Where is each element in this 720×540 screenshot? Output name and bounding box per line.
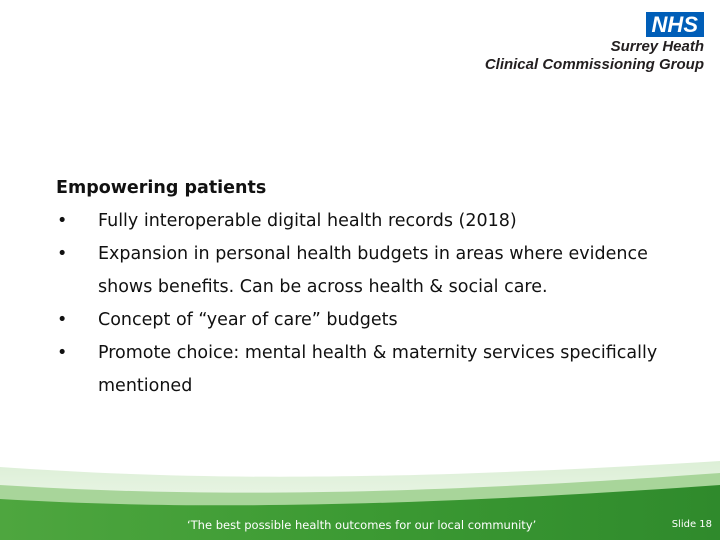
bullet-text: Promote choice: mental health & maternity services specifically mentioned	[98, 343, 658, 396]
slide-body	[56, 172, 706, 403]
bullet-text: Concept of “year of care” budgets	[98, 310, 398, 330]
bullet-text: Fully interoperable digital health records (2018)	[98, 211, 517, 231]
bullet-marker: •	[57, 244, 68, 264]
bullet-item	[56, 238, 706, 304]
bullet-marker: •	[57, 310, 68, 330]
bullet-marker: •	[57, 211, 68, 231]
slide-number: Slide 18	[671, 519, 712, 530]
nhs-logo-mark: NHS	[646, 12, 704, 37]
nhs-logo	[485, 12, 704, 74]
bullet-item	[56, 205, 706, 238]
org-name-line2: Clinical Commissioning Group	[484, 56, 704, 73]
bullet-marker: •	[57, 343, 68, 363]
slide-heading: Empowering patients	[56, 178, 267, 198]
bullet-item	[56, 337, 706, 403]
bullet-item	[56, 304, 706, 337]
footer-tagline: ‘The best possible health outcomes for our local community’	[187, 518, 537, 532]
bullet-text: Expansion in personal health budgets in areas where evidence shows benefits. Can be across health & social care.	[98, 244, 648, 297]
org-name-line1: Surrey Heath	[610, 38, 704, 55]
